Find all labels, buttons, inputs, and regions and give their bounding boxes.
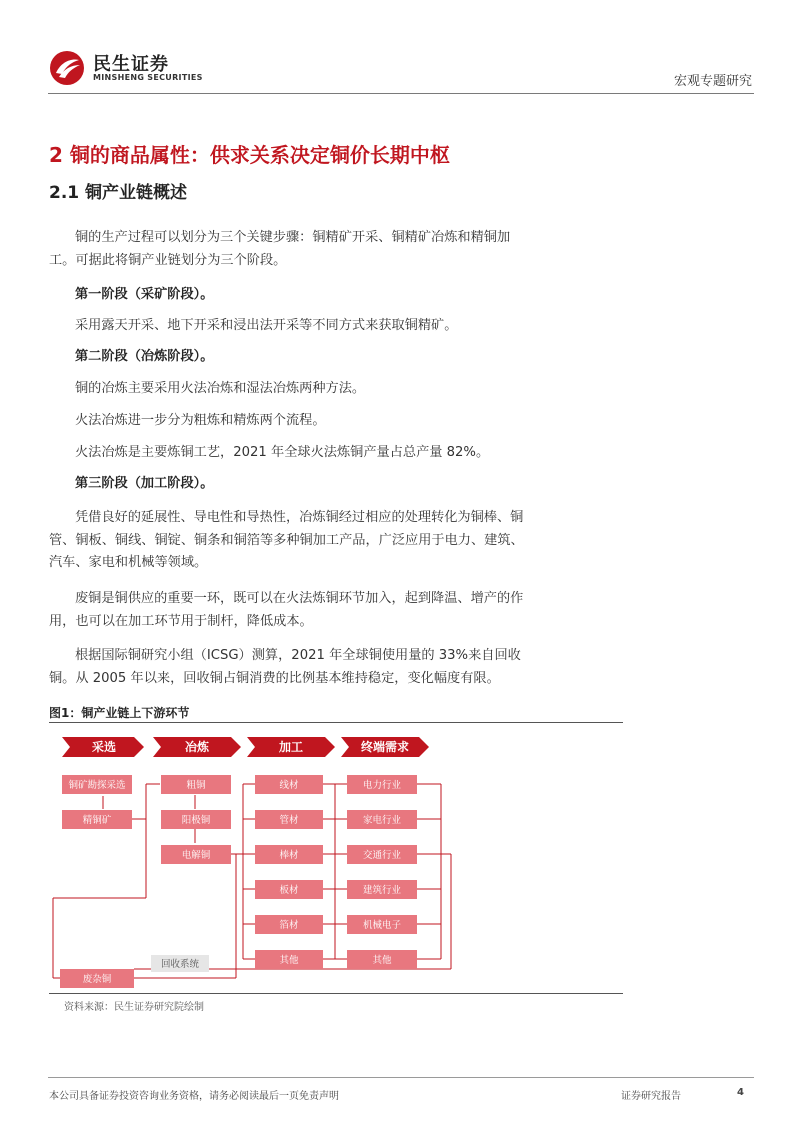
node-transport-label: 交通行业	[362, 850, 402, 861]
stage-label-processing: 加工	[278, 740, 304, 754]
node-foil-label: 箔材	[279, 920, 299, 931]
node-concentrate-label: 精铜矿	[82, 815, 112, 826]
paragraph-fire-share: 火法冶炼是主要炼铜工艺，2021 年全球火法炼铜产量占总产量 82%。	[75, 445, 490, 460]
paragraph-smelting-methods: 铜的冶炼主要采用火法冶炼和湿法冶炼两种方法。	[75, 381, 366, 396]
stage2-title: 第二阶段（冶炼阶段）。	[75, 349, 214, 364]
stage-label-mining: 采选	[91, 740, 117, 754]
report-type: 宏观专题研究	[673, 74, 752, 89]
page-header	[0, 0, 802, 95]
logo-name-cn: 民生证券	[93, 54, 169, 75]
node-power-label: 电力行业	[362, 780, 402, 791]
minsheng-logo-icon	[49, 50, 85, 86]
node-recycle-system-label: 回收系统	[160, 959, 200, 970]
node-wire-label: 线材	[279, 780, 299, 791]
paragraph-intro: 铜的生产过程可以划分为三个关键步骤：铜精矿开采、铜精矿冶炼和精铜加工。可据此将铜产业链划分为三个阶段。	[49, 230, 511, 268]
footer-doc-type: 证券研究报告	[621, 1091, 681, 1102]
stage-label-smelting: 冶炼	[184, 740, 210, 754]
subsection-heading: 2.1 铜产业链概述	[49, 183, 188, 203]
figure-source: 资料来源：民生证券研究院绘制	[64, 1002, 204, 1013]
node-rod-label: 棒材	[279, 850, 299, 861]
section-heading: 2 铜的商品属性：供求关系决定铜价长期中枢	[49, 143, 450, 167]
paragraph-fire-refining: 火法冶炼进一步分为粗炼和精炼两个流程。	[75, 413, 326, 428]
paragraph-scrap: 废铜是铜供应的重要一环，既可以在火法炼铜环节加入，起到降温、增产的作用，也可以在加工环节用于制杆，降低成本。	[49, 591, 524, 629]
node-cathode-copper-label: 电解铜	[181, 850, 211, 861]
figure-title: 图1：铜产业链上下游环节	[49, 706, 190, 720]
logo-name-en: MINSHENG SECURITIES	[93, 73, 203, 82]
node-demand-other-label: 其他	[372, 955, 392, 966]
node-processing-other-label: 其他	[279, 955, 299, 966]
node-anode-copper-label: 阳极铜	[181, 815, 211, 826]
node-blister-copper-label: 粗铜	[186, 780, 206, 791]
stage1-title: 第一阶段（采矿阶段）。	[75, 287, 214, 302]
figure-bottom-rule	[49, 993, 623, 994]
paragraph-processing: 凭借良好的延展性、导电性和导热性，冶炼铜经过相应的处理转化为铜棒、铜管、铜板、铜线、铜锭、铜条和铜箔等多种铜加工产品，广泛应用于电力、建筑、汽车、家电和机械等领域。	[49, 510, 524, 570]
paragraph-recycling: 根据国际铜研究小组（ICSG）测算，2021 年全球铜使用量的 33%来自回收铜。从 2005 年以来，回收铜占铜消费的比例基本维持稳定，变化幅度有限。	[49, 648, 521, 686]
stage3-title: 第三阶段（加工阶段）。	[75, 476, 214, 491]
node-plate-label: 板材	[279, 885, 299, 896]
footer-disclaimer: 本公司具备证券投资咨询业务资格，请务必阅读最后一页免责声明	[49, 1091, 339, 1102]
node-tube-label: 管材	[279, 815, 299, 826]
paragraph-mining: 采用露天开采、地下开采和浸出法开采等不同方式来获取铜精矿。	[75, 318, 458, 333]
stage-label-demand: 终端需求	[360, 740, 410, 754]
node-mining-survey-label: 铜矿勘探采选	[68, 780, 126, 791]
copper-chain-diagram	[49, 723, 623, 993]
page-number: 4	[737, 1087, 744, 1098]
node-appliance-label: 家电行业	[362, 815, 402, 826]
header-divider	[48, 93, 754, 94]
node-scrap-copper-label: 废杂铜	[82, 974, 112, 985]
footer-divider	[48, 1077, 754, 1078]
node-construction-label: 建筑行业	[362, 885, 402, 896]
node-machinery-label: 机械电子	[362, 920, 402, 931]
